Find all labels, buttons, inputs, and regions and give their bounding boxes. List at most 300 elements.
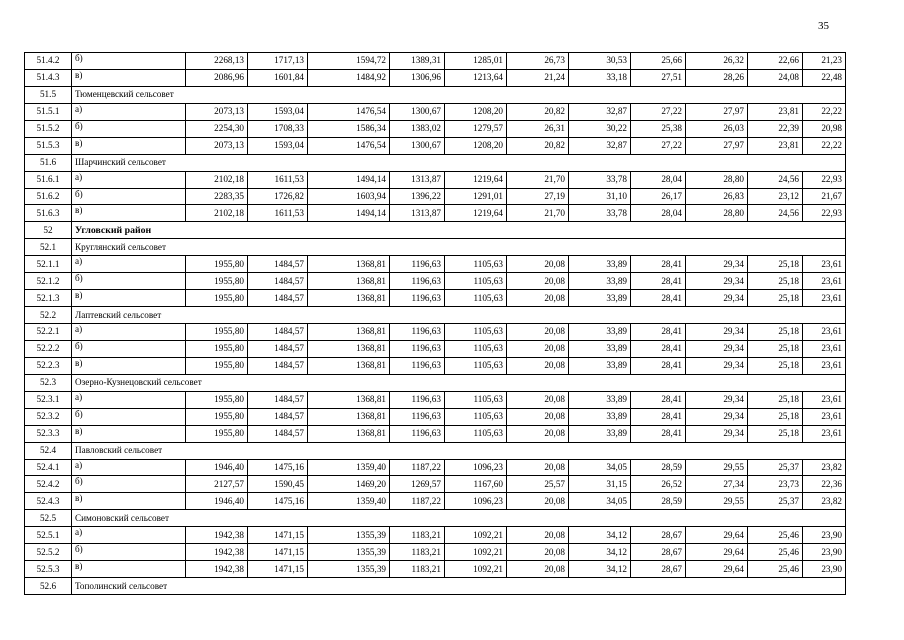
row-letter: а) — [72, 527, 186, 544]
value-cell: 1484,57 — [248, 357, 308, 374]
value-cell: 20,82 — [507, 137, 569, 154]
value-cell: 1368,81 — [308, 391, 390, 408]
value-cell: 33,89 — [569, 340, 631, 357]
value-cell: 2102,18 — [186, 205, 248, 222]
value-cell: 1594,72 — [308, 53, 390, 70]
row-letter: б) — [72, 188, 186, 205]
value-cell: 24,56 — [748, 205, 803, 222]
value-cell: 29,34 — [686, 256, 748, 273]
value-cell: 28,67 — [631, 544, 686, 561]
table-row — [25, 324, 846, 341]
value-cell: 1396,22 — [390, 188, 445, 205]
value-cell: 1105,63 — [445, 290, 507, 307]
table-row — [25, 69, 846, 86]
value-cell: 33,18 — [569, 69, 631, 86]
value-cell: 27,97 — [686, 103, 748, 120]
row-code: 52.1 — [25, 239, 72, 256]
value-cell: 1368,81 — [308, 256, 390, 273]
table-row — [25, 53, 846, 70]
value-cell: 1955,80 — [186, 324, 248, 341]
table-row — [25, 544, 846, 561]
value-cell: 1494,14 — [308, 205, 390, 222]
value-cell: 20,08 — [507, 357, 569, 374]
value-cell: 1368,81 — [308, 340, 390, 357]
row-code: 51.5.3 — [25, 137, 72, 154]
value-cell: 2073,13 — [186, 137, 248, 154]
value-cell: 2283,35 — [186, 188, 248, 205]
row-code: 52.2.1 — [25, 324, 72, 341]
settlement-name: Лаптевский сельсовет — [72, 307, 846, 324]
value-cell: 1300,67 — [390, 137, 445, 154]
value-cell: 28,04 — [631, 171, 686, 188]
row-letter: б) — [72, 544, 186, 561]
value-cell: 1484,57 — [248, 340, 308, 357]
row-code: 52.1.1 — [25, 256, 72, 273]
value-cell: 1196,63 — [390, 408, 445, 425]
row-code: 51.5 — [25, 86, 72, 103]
value-cell: 1955,80 — [186, 391, 248, 408]
value-cell: 1708,33 — [248, 120, 308, 137]
value-cell: 1368,81 — [308, 324, 390, 341]
value-cell: 1096,23 — [445, 459, 507, 476]
value-cell: 1300,67 — [390, 103, 445, 120]
value-cell: 28,41 — [631, 340, 686, 357]
value-cell: 1279,57 — [445, 120, 507, 137]
value-cell: 1942,38 — [186, 527, 248, 544]
value-cell: 1389,31 — [390, 53, 445, 70]
value-cell: 1383,02 — [390, 120, 445, 137]
value-cell: 33,78 — [569, 205, 631, 222]
value-cell: 28,41 — [631, 357, 686, 374]
value-cell: 20,08 — [507, 391, 569, 408]
value-cell: 22,66 — [748, 53, 803, 70]
value-cell: 32,87 — [569, 103, 631, 120]
value-cell: 23,81 — [748, 137, 803, 154]
value-cell: 25,18 — [748, 256, 803, 273]
value-cell: 21,70 — [507, 205, 569, 222]
value-cell: 23,61 — [803, 408, 846, 425]
value-cell: 1105,63 — [445, 273, 507, 290]
value-cell: 1208,20 — [445, 137, 507, 154]
value-cell: 1183,21 — [390, 544, 445, 561]
value-cell: 29,34 — [686, 340, 748, 357]
table-body — [25, 53, 846, 595]
value-cell: 26,52 — [631, 476, 686, 493]
row-code: 52.6 — [25, 578, 72, 595]
row-code: 52.2 — [25, 307, 72, 324]
value-cell: 28,04 — [631, 205, 686, 222]
row-letter: а) — [72, 171, 186, 188]
value-cell: 25,46 — [748, 544, 803, 561]
value-cell: 1484,57 — [248, 273, 308, 290]
value-cell: 27,51 — [631, 69, 686, 86]
value-cell: 25,18 — [748, 408, 803, 425]
value-cell: 22,36 — [803, 476, 846, 493]
value-cell: 21,24 — [507, 69, 569, 86]
value-cell: 1471,15 — [248, 527, 308, 544]
value-cell: 21,23 — [803, 53, 846, 70]
settlement-header-row — [25, 307, 846, 324]
value-cell: 2127,57 — [186, 476, 248, 493]
value-cell: 1096,23 — [445, 493, 507, 510]
row-code: 51.6.1 — [25, 171, 72, 188]
value-cell: 28,80 — [686, 205, 748, 222]
value-cell: 1955,80 — [186, 425, 248, 442]
value-cell: 29,34 — [686, 408, 748, 425]
value-cell: 1187,22 — [390, 459, 445, 476]
value-cell: 25,18 — [748, 425, 803, 442]
value-cell: 29,55 — [686, 459, 748, 476]
value-cell: 1601,84 — [248, 69, 308, 86]
value-cell: 28,41 — [631, 391, 686, 408]
value-cell: 20,08 — [507, 493, 569, 510]
value-cell: 25,46 — [748, 527, 803, 544]
settlement-header-row — [25, 578, 846, 595]
value-cell: 20,98 — [803, 120, 846, 137]
row-code: 51.5.1 — [25, 103, 72, 120]
row-code: 51.4.3 — [25, 69, 72, 86]
value-cell: 1355,39 — [308, 544, 390, 561]
settlement-name: Павловский сельсовет — [72, 442, 846, 459]
table-row — [25, 527, 846, 544]
settlement-name: Озерно-Кузнецовский сельсовет — [72, 374, 846, 391]
value-cell: 28,26 — [686, 69, 748, 86]
value-cell: 1285,01 — [445, 53, 507, 70]
value-cell: 23,90 — [803, 544, 846, 561]
value-cell: 23,82 — [803, 493, 846, 510]
value-cell: 23,90 — [803, 527, 846, 544]
row-letter: в) — [72, 493, 186, 510]
row-letter: б) — [72, 408, 186, 425]
row-code: 52.3.2 — [25, 408, 72, 425]
value-cell: 34,05 — [569, 493, 631, 510]
row-code: 52.4.1 — [25, 459, 72, 476]
value-cell: 25,66 — [631, 53, 686, 70]
value-cell: 25,18 — [748, 357, 803, 374]
value-cell: 25,18 — [748, 324, 803, 341]
row-code: 52.1.2 — [25, 273, 72, 290]
value-cell: 26,83 — [686, 188, 748, 205]
value-cell: 28,59 — [631, 493, 686, 510]
value-cell: 27,34 — [686, 476, 748, 493]
value-cell: 1196,63 — [390, 290, 445, 307]
row-code: 52.4.3 — [25, 493, 72, 510]
row-code: 52.5 — [25, 510, 72, 527]
value-cell: 1196,63 — [390, 324, 445, 341]
value-cell: 29,34 — [686, 357, 748, 374]
value-cell: 28,41 — [631, 256, 686, 273]
value-cell: 29,55 — [686, 493, 748, 510]
value-cell: 1208,20 — [445, 103, 507, 120]
value-cell: 1955,80 — [186, 290, 248, 307]
value-cell: 1484,57 — [248, 290, 308, 307]
value-cell: 34,05 — [569, 459, 631, 476]
table-row — [25, 256, 846, 273]
value-cell: 1291,01 — [445, 188, 507, 205]
row-letter: б) — [72, 340, 186, 357]
row-letter: в) — [72, 357, 186, 374]
value-cell: 28,41 — [631, 324, 686, 341]
table-row — [25, 408, 846, 425]
value-cell: 2086,96 — [186, 69, 248, 86]
value-cell: 28,67 — [631, 561, 686, 578]
settlement-name: Шарчинский сельсовет — [72, 154, 846, 171]
value-cell: 1183,21 — [390, 561, 445, 578]
table-row — [25, 340, 846, 357]
row-letter: б) — [72, 273, 186, 290]
table-row — [25, 391, 846, 408]
value-cell: 31,15 — [569, 476, 631, 493]
value-cell: 1593,04 — [248, 137, 308, 154]
value-cell: 29,34 — [686, 324, 748, 341]
value-cell: 1484,57 — [248, 324, 308, 341]
value-cell: 34,12 — [569, 527, 631, 544]
value-cell: 1476,54 — [308, 103, 390, 120]
table-row — [25, 188, 846, 205]
value-cell: 1219,64 — [445, 171, 507, 188]
row-letter: в) — [72, 69, 186, 86]
row-code: 52.1.3 — [25, 290, 72, 307]
row-letter: б) — [72, 476, 186, 493]
value-cell: 22,39 — [748, 120, 803, 137]
value-cell: 1196,63 — [390, 273, 445, 290]
value-cell: 1105,63 — [445, 408, 507, 425]
value-cell: 1611,53 — [248, 205, 308, 222]
value-cell: 1471,15 — [248, 544, 308, 561]
table-row — [25, 357, 846, 374]
value-cell: 1942,38 — [186, 544, 248, 561]
value-cell: 1955,80 — [186, 357, 248, 374]
value-cell: 24,56 — [748, 171, 803, 188]
value-cell: 1946,40 — [186, 459, 248, 476]
settlement-header-row — [25, 374, 846, 391]
value-cell: 1092,21 — [445, 561, 507, 578]
value-cell: 1196,63 — [390, 340, 445, 357]
value-cell: 1355,39 — [308, 527, 390, 544]
value-cell: 23,73 — [748, 476, 803, 493]
value-cell: 1359,40 — [308, 459, 390, 476]
value-cell: 23,12 — [748, 188, 803, 205]
row-code: 52.2.3 — [25, 357, 72, 374]
value-cell: 1475,16 — [248, 493, 308, 510]
value-cell: 32,87 — [569, 137, 631, 154]
value-cell: 1368,81 — [308, 357, 390, 374]
value-cell: 1593,04 — [248, 103, 308, 120]
value-cell: 25,37 — [748, 459, 803, 476]
value-cell: 27,22 — [631, 103, 686, 120]
value-cell: 29,34 — [686, 425, 748, 442]
district-name: Угловский район — [72, 222, 846, 239]
table-row — [25, 290, 846, 307]
value-cell: 29,34 — [686, 391, 748, 408]
table-row — [25, 205, 846, 222]
value-cell: 29,64 — [686, 544, 748, 561]
value-cell: 22,22 — [803, 103, 846, 120]
value-cell: 29,64 — [686, 527, 748, 544]
value-cell: 1590,45 — [248, 476, 308, 493]
value-cell: 1955,80 — [186, 256, 248, 273]
value-cell: 20,08 — [507, 324, 569, 341]
value-cell: 30,22 — [569, 120, 631, 137]
value-cell: 1219,64 — [445, 205, 507, 222]
table-row — [25, 561, 846, 578]
row-code: 52.2.2 — [25, 340, 72, 357]
value-cell: 1469,20 — [308, 476, 390, 493]
table-row — [25, 493, 846, 510]
row-code: 51.6 — [25, 154, 72, 171]
value-cell: 29,64 — [686, 561, 748, 578]
value-cell: 20,08 — [507, 408, 569, 425]
value-cell: 1368,81 — [308, 273, 390, 290]
value-cell: 26,31 — [507, 120, 569, 137]
row-letter: б) — [72, 53, 186, 70]
value-cell: 1105,63 — [445, 425, 507, 442]
row-code: 52 — [25, 222, 72, 239]
value-cell: 22,22 — [803, 137, 846, 154]
value-cell: 1355,39 — [308, 561, 390, 578]
value-cell: 1092,21 — [445, 544, 507, 561]
value-cell: 33,89 — [569, 273, 631, 290]
value-cell: 28,41 — [631, 425, 686, 442]
value-cell: 1105,63 — [445, 357, 507, 374]
settlement-header-row — [25, 442, 846, 459]
value-cell: 25,37 — [748, 493, 803, 510]
table-row — [25, 171, 846, 188]
row-code: 52.3 — [25, 374, 72, 391]
value-cell: 1603,94 — [308, 188, 390, 205]
value-cell: 1484,57 — [248, 256, 308, 273]
value-cell: 1269,57 — [390, 476, 445, 493]
value-cell: 20,08 — [507, 256, 569, 273]
row-code: 52.5.2 — [25, 544, 72, 561]
table-row — [25, 273, 846, 290]
value-cell: 28,41 — [631, 290, 686, 307]
value-cell: 1494,14 — [308, 171, 390, 188]
value-cell: 2073,13 — [186, 103, 248, 120]
value-cell: 1368,81 — [308, 425, 390, 442]
value-cell: 1955,80 — [186, 408, 248, 425]
value-cell: 1183,21 — [390, 527, 445, 544]
settlement-header-row — [25, 86, 846, 103]
value-cell: 1726,82 — [248, 188, 308, 205]
value-cell: 1586,34 — [308, 120, 390, 137]
row-code: 52.5.3 — [25, 561, 72, 578]
value-cell: 21,70 — [507, 171, 569, 188]
value-cell: 23,61 — [803, 290, 846, 307]
value-cell: 23,81 — [748, 103, 803, 120]
row-code: 51.6.3 — [25, 205, 72, 222]
value-cell: 33,89 — [569, 425, 631, 442]
settlement-name: Круглянский сельсовет — [72, 239, 846, 256]
value-cell: 1471,15 — [248, 561, 308, 578]
value-cell: 25,46 — [748, 561, 803, 578]
value-cell: 28,80 — [686, 171, 748, 188]
value-cell: 24,08 — [748, 69, 803, 86]
row-code: 52.4 — [25, 442, 72, 459]
value-cell: 23,90 — [803, 561, 846, 578]
value-cell: 1213,64 — [445, 69, 507, 86]
table-row — [25, 120, 846, 137]
value-cell: 27,22 — [631, 137, 686, 154]
row-code: 52.3.1 — [25, 391, 72, 408]
value-cell: 28,41 — [631, 408, 686, 425]
value-cell: 26,03 — [686, 120, 748, 137]
row-letter: в) — [72, 137, 186, 154]
value-cell: 34,12 — [569, 561, 631, 578]
value-cell: 28,67 — [631, 527, 686, 544]
row-letter: в) — [72, 425, 186, 442]
row-letter: а) — [72, 391, 186, 408]
value-cell: 1475,16 — [248, 459, 308, 476]
row-code: 52.3.3 — [25, 425, 72, 442]
value-cell: 28,41 — [631, 273, 686, 290]
row-code: 51.4.2 — [25, 53, 72, 70]
value-cell: 23,61 — [803, 391, 846, 408]
row-code: 52.5.1 — [25, 527, 72, 544]
value-cell: 1484,57 — [248, 391, 308, 408]
value-cell: 22,93 — [803, 171, 846, 188]
value-cell: 25,18 — [748, 273, 803, 290]
value-cell: 33,78 — [569, 171, 631, 188]
row-code: 51.5.2 — [25, 120, 72, 137]
value-cell: 1105,63 — [445, 256, 507, 273]
table-row — [25, 103, 846, 120]
value-cell: 1717,13 — [248, 53, 308, 70]
value-cell: 26,17 — [631, 188, 686, 205]
row-code: 52.4.2 — [25, 476, 72, 493]
row-letter: в) — [72, 561, 186, 578]
value-cell: 1092,21 — [445, 527, 507, 544]
value-cell: 27,97 — [686, 137, 748, 154]
settlement-name: Тополинский сельсовет — [72, 578, 846, 595]
value-cell: 20,08 — [507, 273, 569, 290]
row-letter: в) — [72, 205, 186, 222]
tariff-table — [24, 52, 846, 595]
value-cell: 33,89 — [569, 290, 631, 307]
value-cell: 1368,81 — [308, 290, 390, 307]
value-cell: 30,53 — [569, 53, 631, 70]
value-cell: 20,08 — [507, 544, 569, 561]
value-cell: 2268,13 — [186, 53, 248, 70]
value-cell: 1946,40 — [186, 493, 248, 510]
value-cell: 1105,63 — [445, 340, 507, 357]
value-cell: 22,93 — [803, 205, 846, 222]
value-cell: 1105,63 — [445, 391, 507, 408]
value-cell: 22,48 — [803, 69, 846, 86]
value-cell: 1476,54 — [308, 137, 390, 154]
row-letter: а) — [72, 324, 186, 341]
value-cell: 1196,63 — [390, 425, 445, 442]
page-number: 35 — [818, 20, 829, 32]
value-cell: 27,19 — [507, 188, 569, 205]
value-cell: 23,61 — [803, 324, 846, 341]
row-code: 51.6.2 — [25, 188, 72, 205]
table-row — [25, 459, 846, 476]
value-cell: 1955,80 — [186, 340, 248, 357]
row-letter: а) — [72, 103, 186, 120]
value-cell: 23,82 — [803, 459, 846, 476]
row-letter: а) — [72, 459, 186, 476]
value-cell: 20,08 — [507, 561, 569, 578]
value-cell: 33,89 — [569, 357, 631, 374]
value-cell: 20,82 — [507, 103, 569, 120]
value-cell: 25,18 — [748, 391, 803, 408]
value-cell: 1611,53 — [248, 171, 308, 188]
value-cell: 23,61 — [803, 425, 846, 442]
table-row — [25, 476, 846, 493]
value-cell: 23,61 — [803, 273, 846, 290]
value-cell: 1187,22 — [390, 493, 445, 510]
